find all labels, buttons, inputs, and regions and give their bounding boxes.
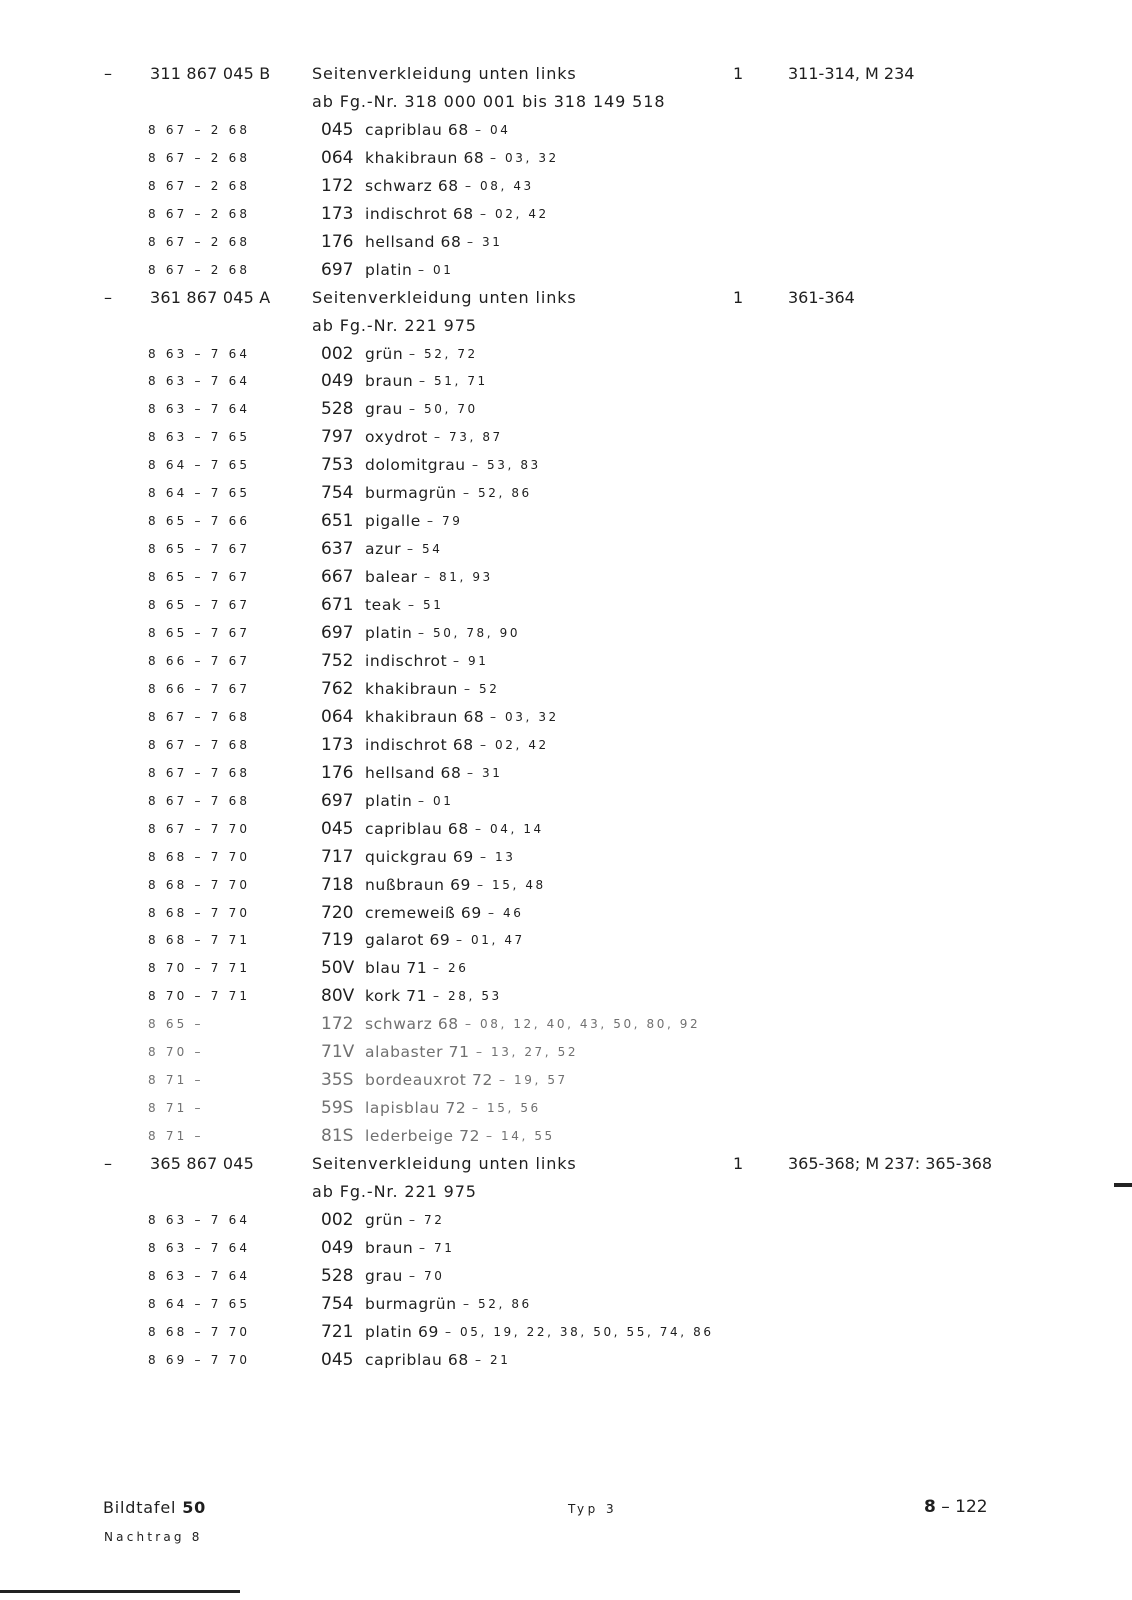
date-range: 8 67 – 2 68 [148,122,251,137]
color-name: bordeauxrot 72 [365,1071,493,1090]
color-name: burmagrün [365,1294,457,1313]
color-name: platin [365,260,413,279]
bildtafel-number: 50 [182,1498,207,1517]
color-name: capriblau 68 [365,120,469,139]
paint-codes: – 13 [480,849,516,864]
paint-codes: – 21 [475,1352,511,1367]
paint-codes: – 03, 32 [490,150,559,165]
footer-typ: Typ 3 [568,1502,618,1516]
color-variant-row [0,703,1132,731]
color-code: 697 [321,790,354,811]
part-description-continued: ab Fg.-Nr. 318 000 001 bis 318 149 518 [312,92,666,111]
color-variant-row [0,367,1132,395]
part-description-continued: ab Fg.-Nr. 221 975 [312,315,477,335]
paint-codes: – 52, 86 [463,486,532,501]
color-name: grün [365,344,404,363]
color-name: khakibraun 68 [365,707,485,726]
color-variant-row [0,759,1132,787]
date-range: 8 67 – 2 68 [148,150,251,165]
color-variant-row [0,647,1132,675]
color-name: kork 71 [365,987,428,1006]
color-code: 59S [321,1098,354,1119]
part-description-continued: ab Fg.-Nr. 221 975 [312,1182,477,1201]
description-continuation-row [0,312,1132,340]
edge-mark [1114,1183,1132,1187]
date-range: 8 71 – [148,1101,204,1116]
date-range: 8 71 – [148,1129,204,1144]
paint-codes: – 51, 71 [419,374,488,389]
color-name: balear [365,568,418,587]
color-variant-row [0,815,1132,843]
color-code: 752 [321,650,354,671]
date-range: 8 63 – 7 64 [148,346,251,361]
part-number: 311 867 045 B [150,64,271,83]
part-number: 361 867 045 A [150,287,271,307]
color-code: 002 [321,1210,354,1230]
part-header-row [0,284,1132,312]
paint-codes: – 46 [488,905,524,920]
color-code: 049 [321,1237,354,1258]
date-range: 8 66 – 7 67 [148,653,251,668]
color-variant-row [0,507,1132,535]
color-name: cremeweiß 69 [365,903,482,922]
description-continuation-row [0,1178,1132,1206]
color-name: indischrot [365,651,448,670]
part-quantity: 1 [733,287,744,307]
date-range: 8 68 – 7 70 [148,877,251,892]
paint-codes: – 05, 19, 22, 38, 50, 55, 74, 86 [445,1324,714,1339]
date-range: 8 68 – 7 71 [148,933,251,948]
color-code: 718 [321,874,354,895]
color-name: azur [365,540,402,559]
color-name: hellsand 68 [365,763,462,782]
color-code: 80V [321,986,355,1007]
color-variant-row [0,116,1132,144]
color-name: platin [365,791,413,810]
color-code: 697 [321,623,354,643]
color-code: 35S [321,1070,354,1091]
color-variant-row [0,675,1132,703]
color-code: 721 [321,1321,354,1342]
paint-codes: – 52, 86 [463,1296,532,1311]
color-code: 173 [321,734,354,755]
date-range: 8 65 – 7 67 [148,626,251,640]
paint-codes: – 52 [464,681,500,696]
paint-codes: – 28, 53 [433,989,502,1004]
part-header-row [0,1150,1132,1178]
color-name: teak [365,596,402,614]
color-name: indischrot 68 [365,735,474,754]
bottom-scan-line [0,1590,240,1593]
paint-codes: – 13, 27, 52 [476,1045,579,1060]
date-range: 8 67 – 2 68 [148,206,251,221]
part-description: Seitenverkleidung unten links [312,1154,577,1173]
color-code: 637 [321,539,354,560]
date-range: 8 64 – 7 65 [148,458,251,473]
color-variant-row [0,731,1132,759]
color-name: oxydrot [365,428,428,447]
color-variant-row [0,479,1132,507]
color-variant-row [0,563,1132,591]
color-name: khakibraun 68 [365,148,485,167]
part-quantity: 1 [733,1154,744,1173]
paint-codes: – 53, 83 [472,458,541,473]
color-variant-row [0,535,1132,563]
color-variant-row [0,871,1132,899]
date-range: 8 63 – 7 64 [148,374,251,389]
date-range: 8 67 – 2 68 [148,262,251,277]
paint-codes: – 81, 93 [424,570,493,585]
color-variant-row [0,228,1132,256]
date-range: 8 67 – 7 68 [148,765,251,780]
color-name: indischrot 68 [365,204,474,223]
part-models: 361-364 [788,287,855,307]
color-variant-row [0,954,1132,982]
color-name: lederbeige 72 [365,1127,481,1146]
color-name: grün [365,1211,404,1229]
color-code: 753 [321,455,354,476]
color-variant-row [0,1066,1132,1094]
date-range: 8 67 – 7 68 [148,793,251,808]
description-continuation-row [0,88,1132,116]
color-code: 176 [321,762,354,783]
part-quantity: 1 [733,64,744,83]
date-range: 8 68 – 7 70 [148,849,251,864]
color-name: platin 69 [365,1322,439,1341]
color-code: 172 [321,1014,354,1035]
date-range: 8 67 – 7 68 [148,709,251,724]
date-range: 8 70 – 7 71 [148,961,251,976]
color-variant-row [0,591,1132,619]
paint-codes: – 31 [467,234,503,249]
paint-codes: – 31 [467,765,503,780]
part-dash: – [104,1154,112,1173]
bildtafel-label: Bildtafel [103,1498,177,1517]
date-range: 8 65 – 7 67 [148,542,251,557]
color-code: 719 [321,930,354,951]
paint-codes: – 73, 87 [434,430,503,445]
date-range: 8 69 – 7 70 [148,1352,251,1367]
color-variant-row [0,1318,1132,1346]
color-code: 717 [321,846,354,867]
date-range: 8 67 – 7 68 [148,737,251,752]
date-range: 8 68 – 7 70 [148,1324,251,1339]
paint-codes: – 01 [418,793,454,808]
color-code: 762 [321,678,354,699]
color-variant-row [0,340,1132,368]
color-variant-row [0,144,1132,172]
footer-page-number [924,1497,988,1517]
color-name: schwarz 68 [365,1015,459,1034]
date-range: 8 65 – 7 66 [148,514,251,529]
paint-codes: – 01 [418,262,454,277]
paint-codes: – 02, 42 [480,737,549,752]
paint-codes: – 15, 48 [477,877,546,892]
color-name: schwarz 68 [365,176,459,195]
color-variant-row [0,1038,1132,1066]
paint-codes: – 79 [427,514,463,529]
paint-codes: – 91 [453,653,489,668]
color-variant-row [0,1122,1132,1150]
date-range: 8 63 – 7 64 [148,1213,251,1227]
color-variant-row [0,1262,1132,1290]
part-dash: – [104,64,112,83]
color-variant-row [0,1010,1132,1038]
footer-bildtafel [103,1498,206,1517]
paint-codes: – 71 [419,1240,455,1255]
color-code: 797 [321,427,354,448]
color-name: khakibraun [365,679,458,698]
color-variant-row [0,256,1132,284]
color-code: 528 [321,399,354,420]
page-section: 8 [924,1497,936,1517]
part-models: 311-314, M 234 [788,64,915,83]
color-code: 045 [321,119,354,140]
color-code: 754 [321,483,354,504]
color-code: 671 [321,595,354,615]
paint-codes: – 50, 78, 90 [418,626,521,640]
color-code: 667 [321,567,354,588]
color-code: 049 [321,371,354,392]
paint-codes: – 08, 43 [465,178,534,193]
date-range: 8 63 – 7 64 [148,1240,251,1255]
color-code: 002 [321,343,354,364]
color-code: 697 [321,259,354,280]
color-name: grau [365,1266,403,1285]
color-name: capriblau 68 [365,1350,469,1369]
page-rest: – 122 [941,1497,988,1517]
color-name: platin [365,624,413,642]
color-code: 064 [321,147,354,168]
color-variant-row [0,200,1132,228]
color-code: 81S [321,1126,354,1147]
color-name: braun [365,1238,414,1257]
color-variant-row [0,843,1132,871]
color-variant-row [0,451,1132,479]
color-variant-row [0,1234,1132,1262]
color-code: 172 [321,175,354,196]
date-range: 8 67 – 7 70 [148,821,251,836]
paint-codes: – 72 [409,1213,445,1227]
color-code: 651 [321,511,354,532]
color-variant-row [0,787,1132,815]
paint-codes: – 08, 12, 40, 43, 50, 80, 92 [465,1017,701,1032]
color-variant-row [0,172,1132,200]
date-range: 8 63 – 7 64 [148,402,251,417]
color-name: capriblau 68 [365,819,469,838]
color-code: 50V [321,958,355,979]
paint-codes: – 51 [408,598,444,612]
color-variant-row [0,395,1132,423]
color-variant-row [0,1290,1132,1318]
date-range: 8 64 – 7 65 [148,1296,251,1311]
part-models: 365-368; M 237: 365-368 [788,1154,993,1173]
color-code: 176 [321,231,354,252]
color-variant-row [0,926,1132,954]
color-code: 720 [321,902,354,923]
color-code: 173 [321,203,354,224]
date-range: 8 65 – 7 67 [148,598,251,612]
date-range: 8 65 – [148,1017,204,1032]
date-range: 8 70 – [148,1045,204,1060]
color-code: 528 [321,1265,354,1286]
paint-codes: – 14, 55 [486,1129,555,1144]
footer-nachtrag: Nachtrag 8 [104,1530,203,1544]
part-description: Seitenverkleidung unten links [312,287,577,307]
paint-codes: – 01, 47 [456,933,525,948]
color-name: dolomitgrau [365,456,466,475]
paint-codes: – 04, 14 [475,821,544,836]
paint-codes: – 52, 72 [409,346,478,361]
date-range: 8 67 – 2 68 [148,234,251,249]
paint-codes: – 26 [433,961,469,976]
date-range: 8 67 – 2 68 [148,178,251,193]
color-variant-row [0,423,1132,451]
date-range: 8 63 – 7 64 [148,1268,251,1283]
color-variant-row [0,1346,1132,1374]
color-name: burmagrün [365,484,457,503]
color-name: hellsand 68 [365,232,462,251]
part-description: Seitenverkleidung unten links [312,64,577,83]
paint-codes: – 50, 70 [409,402,478,417]
date-range: 8 68 – 7 70 [148,905,251,920]
paint-codes: – 02, 42 [480,206,549,221]
color-name: nußbraun 69 [365,875,472,894]
color-name: braun [365,372,414,391]
date-range: 8 64 – 7 65 [148,486,251,501]
color-code: 754 [321,1293,354,1314]
color-variant-row [0,982,1132,1010]
date-range: 8 71 – [148,1073,204,1088]
color-code: 045 [321,818,354,839]
color-name: alabaster 71 [365,1043,470,1062]
color-name: quickgrau 69 [365,847,474,866]
part-number: 365 867 045 [150,1154,254,1173]
paint-codes: – 04 [475,122,511,137]
color-code: 064 [321,706,354,727]
date-range: 8 70 – 7 71 [148,989,251,1004]
color-name: grau [365,400,403,419]
color-name: blau 71 [365,959,428,978]
color-name: pigalle [365,512,421,531]
paint-codes: – 03, 32 [490,709,559,724]
color-variant-row [0,619,1132,647]
part-dash: – [104,287,112,307]
paint-codes: – 70 [409,1268,445,1283]
color-code: 71V [321,1042,355,1063]
color-name: lapisblau 72 [365,1099,467,1118]
color-code: 045 [321,1349,354,1370]
date-range: 8 66 – 7 67 [148,681,251,696]
paint-codes: – 15, 56 [472,1101,541,1116]
paint-codes: – 54 [407,542,443,557]
color-variant-row [0,899,1132,927]
color-variant-row [0,1206,1132,1234]
color-variant-row [0,1094,1132,1122]
paint-codes: – 19, 57 [499,1073,568,1088]
color-name: galarot 69 [365,931,451,950]
part-header-row [0,60,1132,88]
date-range: 8 63 – 7 65 [148,430,251,445]
date-range: 8 65 – 7 67 [148,570,251,585]
